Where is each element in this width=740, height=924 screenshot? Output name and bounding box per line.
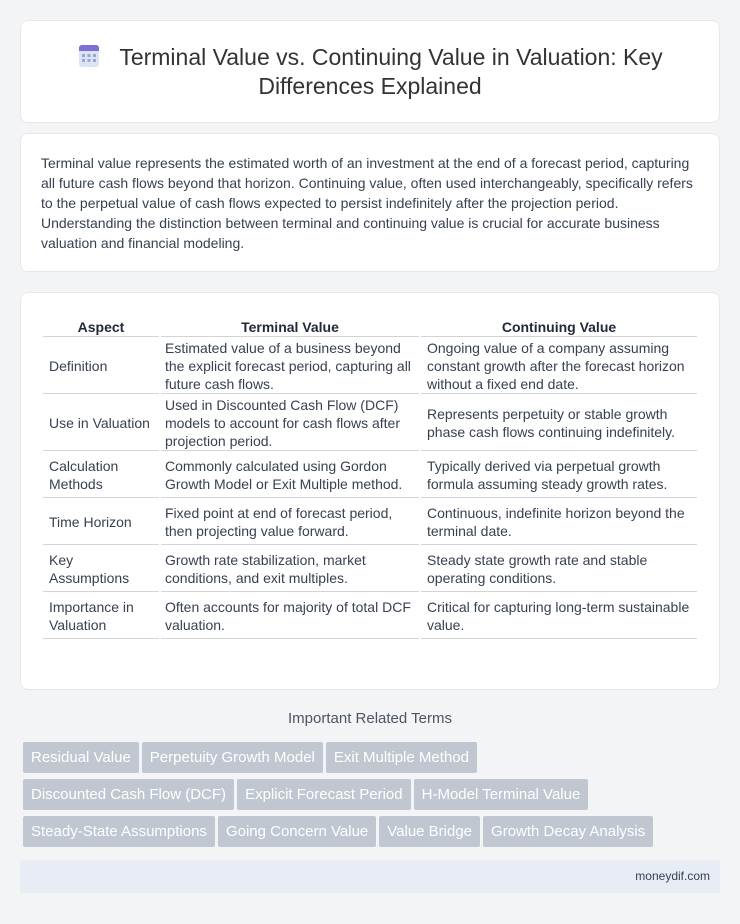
tag-growth-decay-analysis[interactable]: Growth Decay Analysis	[483, 816, 653, 847]
cell-aspect: Time Horizon	[43, 500, 159, 545]
cell-terminal-value: Estimated value of a business beyond the explicit forecast period, capturing all future cash flows.	[161, 339, 419, 394]
table-header-row	[43, 317, 697, 337]
cell-aspect: Use in Valuation	[43, 396, 159, 451]
tag-value-bridge[interactable]: Value Bridge	[379, 816, 480, 847]
page-title-wrap	[21, 43, 719, 101]
related-terms-title: Important Related Terms	[288, 710, 452, 727]
header-terminal-value: Terminal Value	[161, 317, 419, 337]
cell-aspect: Definition	[43, 339, 159, 394]
cell-continuing-value: Critical for capturing long-term sustainable value.	[421, 594, 697, 639]
header-aspect: Aspect	[43, 317, 159, 337]
tag-steady-state-assumptions[interactable]: Steady-State Assumptions	[23, 816, 215, 847]
table-row	[43, 453, 697, 498]
intro-card	[20, 133, 720, 272]
page-title: Terminal Value vs. Continuing Value in Valuation: Key Differences Explained	[119, 44, 663, 99]
table-row	[43, 339, 697, 394]
tag-discounted-cash-flow[interactable]: Discounted Cash Flow (DCF)	[23, 779, 234, 810]
tag-perpetuity-growth-model[interactable]: Perpetuity Growth Model	[142, 742, 323, 773]
comparison-table	[41, 315, 699, 641]
cell-terminal-value: Used in Discounted Cash Flow (DCF) models to account for cash flows after projection period.	[161, 396, 419, 451]
tag-h-model-terminal-value[interactable]: H-Model Terminal Value	[414, 779, 589, 810]
intro-paragraph: Terminal value represents the estimated worth of an investment at the end of a forecast period, capturing all future cash flows beyond that horizon. Continuing value, often used interchangeably, specifically refers to the perpetual value of cash flows expected to persist indefinitely after the projection period. Understanding the distinction between terminal and continuing value is crucial for accurate business valuation and financial modeling.	[41, 155, 693, 251]
tag-exit-multiple-method[interactable]: Exit Multiple Method	[326, 742, 477, 773]
calculator-icon	[77, 44, 101, 68]
table-row	[43, 396, 697, 451]
table-row	[43, 594, 697, 639]
tag-explicit-forecast-period[interactable]: Explicit Forecast Period	[237, 779, 411, 810]
footer	[20, 860, 720, 893]
cell-continuing-value: Typically derived via perpetual growth formula assuming steady growth rates.	[421, 453, 697, 498]
tag-row	[23, 816, 723, 853]
tag-going-concern-value[interactable]: Going Concern Value	[218, 816, 376, 847]
cell-terminal-value: Often accounts for majority of total DCF valuation.	[161, 594, 419, 639]
cell-continuing-value: Ongoing value of a company assuming constant growth after the forecast horizon without a fixed end date.	[421, 339, 697, 394]
cell-aspect: Key Assumptions	[43, 547, 159, 592]
related-terms-list	[23, 742, 723, 853]
footer-site-link[interactable]: moneydif.com	[635, 869, 710, 883]
comparison-card	[20, 292, 720, 690]
title-card	[20, 20, 720, 123]
cell-terminal-value: Commonly calculated using Gordon Growth Model or Exit Multiple method.	[161, 453, 419, 498]
cell-continuing-value: Represents perpetuity or stable growth phase cash flows continuing indefinitely.	[421, 396, 697, 451]
tag-row	[23, 779, 723, 816]
cell-continuing-value: Steady state growth rate and stable operating conditions.	[421, 547, 697, 592]
cell-aspect: Importance in Valuation	[43, 594, 159, 639]
cell-aspect: Calculation Methods	[43, 453, 159, 498]
tag-row	[23, 742, 723, 779]
header-continuing-value: Continuing Value	[421, 317, 697, 337]
cell-terminal-value: Fixed point at end of forecast period, then projecting value forward.	[161, 500, 419, 545]
table-row	[43, 547, 697, 592]
cell-terminal-value: Growth rate stabilization, market conditions, and exit multiples.	[161, 547, 419, 592]
table-row	[43, 500, 697, 545]
tag-residual-value[interactable]: Residual Value	[23, 742, 139, 773]
cell-continuing-value: Continuous, indefinite horizon beyond the terminal date.	[421, 500, 697, 545]
